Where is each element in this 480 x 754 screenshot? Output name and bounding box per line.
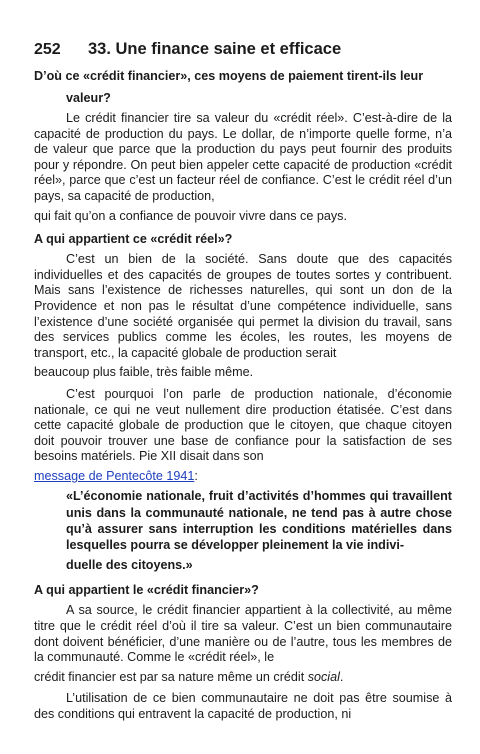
quote-reference — [34, 469, 452, 485]
paragraph-4-end — [34, 670, 452, 686]
question-heading-2: A qui appartient ce «crédit réel»? — [34, 232, 233, 247]
paragraph-2-end: beaucoup plus faible, très faible même. — [34, 365, 254, 380]
paragraph-1-end: qui fait qu’on a confiance de pouvoir vivre dans ce pays. — [34, 208, 347, 223]
quote-text: «L’économie nationale, fruit d’activités d’hommes qui travaillent unis dans la communauté nationale, ne tend pas à autre chose qu’à assurer sans interruption les conditions matérielles dans lesquelles pourra se développer pleinement la vie indivi- — [66, 489, 452, 553]
question-heading-1 — [34, 67, 452, 107]
chapter-title: 33. Une finance saine et efficace — [88, 40, 342, 58]
paragraph-1: Le crédit financier tire sa valeur du «crédit réel». C’est-à-dire de la capacité de production du pays. Le dollar, de n’importe quelle forme, n’a de valeur que parce que la production du pays peut fournir des produits pour y répondre. On peut bien appeler cette capacité de production «crédit réel», parce que c’est un facteur réel de confiance. C’est le crédit réel d’un pays, sa capacité de production, — [34, 111, 452, 203]
paragraph-4-end-text: crédit financier est par sa nature même un crédit — [34, 669, 308, 684]
question-1-line-2: valeur? — [66, 91, 111, 105]
page-header — [34, 40, 452, 59]
paragraph-2: C’est un bien de la société. Sans doute que des capacités individuelles et des capacités de groupes de toutes sortes y contribuent. Mais sans l’existence de richesses naturelles, qui sont un don de la Providence et non pas le résultat d’une compétence individuelle, sans l’existence d’une société organisée qui permet la division du travail, sans des services publics comme les écoles, les routes, les moyens de transport, etc., la capacité globale de production serait — [34, 252, 452, 360]
paragraph-3: C’est pourquoi l’on parle de production nationale, d’économie nationale, ce qui ne veut nullement dire production étatisée. C’est dans cette capacité globale de production que le citoyen, que chaque citoyen doit pouvoir trouver une base de confiance pour la satisfaction de ses besoins matériels. Pie XII disait dans son — [34, 386, 452, 464]
block-quote — [66, 488, 452, 573]
social-emphasis: social — [307, 669, 340, 684]
paragraph-5: L’utilisation de ce bien communautaire ne doit pas être soumise à des conditions qui entravent la capacité de production, ni — [34, 691, 452, 722]
paragraph-4-end-period: . — [339, 669, 344, 684]
question-1-line-1: D’où ce «crédit financier», ces moyens de paiement tirent-ils leur — [34, 69, 424, 83]
quote-colon: : — [194, 468, 198, 483]
question-heading-3: A qui appartient le «crédit financier»? — [34, 583, 259, 598]
quote-text-end: duelle des citoyens.» — [66, 558, 193, 573]
pentecost-message-link[interactable]: message de Pentecôte 1941 — [34, 468, 195, 483]
page-number: 252 — [34, 41, 61, 58]
paragraph-4: A sa source, le crédit financier appartient à la collectivité, au même titre que le crédit réel d’où il tire sa valeur. C’est un bien communautaire dont doivent bénéficier, d’une manière ou de l’autre, tous les membres de la communauté. Comme le «crédit réel», le — [34, 603, 452, 665]
